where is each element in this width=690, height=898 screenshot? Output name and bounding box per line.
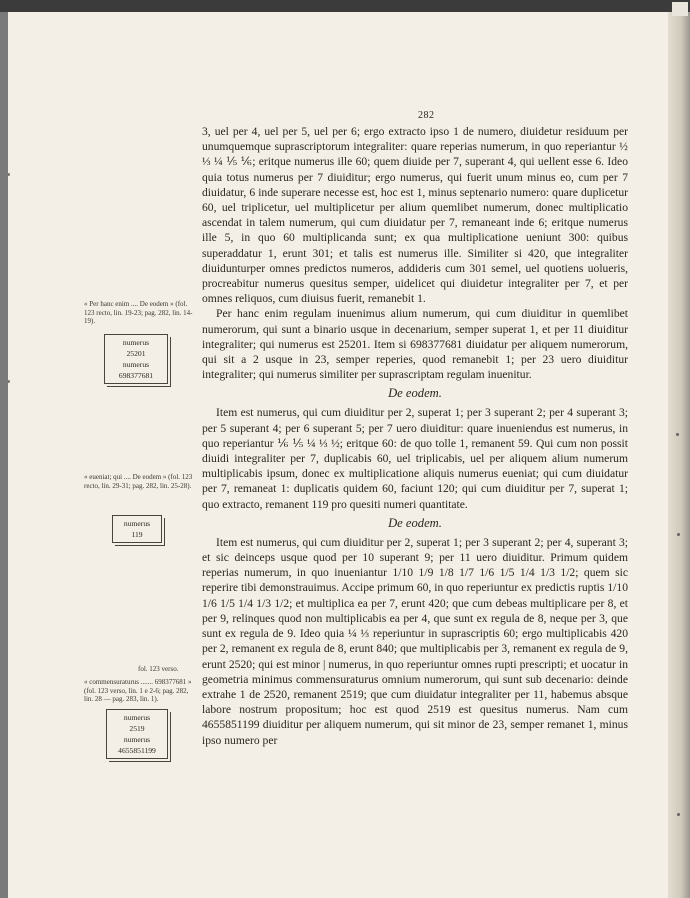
margin-number-box (104, 334, 168, 384)
box-line: numerus (122, 360, 150, 369)
edge-mark (677, 533, 680, 536)
paragraph: 3, uel per 4, uel per 5, uel per 6; ergo extracto ipso 1 de numero, diuidetur residuum per unumquemque suprascriptorum integraliter: quare reperias numerum, in quo reperiantur ½ ⅓ ¼ ⅕ ⅙; eritque numerus ille 60; quem diuide per 7, superant 4, qui uellent esse 6. Ideo quia totus numerus per 7 diuiditur; ergo numerus, qui fuerit unum minus eo, cum per 7 diuidatur, 6 inde superare necesse est, hoc est 1, minus septenario numero: quare duplicetur 60, uel triplicetur, uel multiplicetur per alium quemlibet numerum, donec multiplicatio ascendat in talem numerum, qui cum diuidatur per 7, remaneant inde 6; eritque numerus ille 5, in quo 60 multiplicanda sunt; ex qua multiplicatione ueniunt 300: quibus superaddatur 1, erunt 301; et talis est numerus ille. Similiter si 420, que integraliter diuidunturper omnes predictos numeros, addideris cum 301 semel, uel quotiens uolueris, procreabitur numerus quesitus semper, uidelicet qui diuidetur integraliter per 7, et per omnes reliquos, cum diuisus fuerit, remanebit 1. (202, 125, 628, 306)
margin-note: fol. 123 verso. (138, 665, 179, 673)
box-line: 2519 (129, 724, 145, 733)
margin-number-box (112, 515, 162, 543)
paragraph: Per hanc enim regulam inuenimus alium numerum, qui cum diuiditur in quemlibet numerorum, qui sunt a binario usque in decenarium, semper superat 1, et per 11 diuiditur integraliter; qui numerus est 25201. Item si 698377681 diuidatur per aliquem numerorum, qui sit a 2 usque in 23, semper reperies, quod remanebit 1; per 23 uero diuiditur integraliter; qui numerus similiter per suprascriptam regulam inuenitur. (202, 307, 628, 382)
section-heading: De eodem. (388, 515, 442, 530)
page-corner (672, 2, 688, 16)
margin-note: « commensuraturus ....... 698377681 » (fol. 123 verso, lin. 1 e 2-6; pag. 282, lin. 28 — pag. 283, lin. 1). (84, 678, 192, 704)
box-line: numerus (123, 735, 151, 744)
paragraph: Item est numerus, qui cum diuiditur per 2, superat 1; per 3 superant 2; per 4 superant 3; per 5 superant 4; per 6 superant 5; per 7 uero diuiditur: quare inueniendus est numerus, in quo reperiantur ⅙ ⅕ ¼ ⅓ ½; eritque 60: de quo tolle 1, remanent 59. Qui cum non possit diuidi integraliter per 7, duplicabis 60, uel triplicabis, uel per aliquem alium numerum multiplicabis ipsum, donec ex multiplicatione aliquis numerus eueniat; qui cum diuidatur per 7, remaneat 1: duplicatis quidem 60, faciunt 120; qui cum diuiditur per 7, superat 1; quo extracto, remanent 119 pro quesiti numeri quantitate. (202, 406, 628, 511)
edge-mark (676, 433, 679, 436)
margin-note: « eueniat; qui .... De eodem » (fol. 123 recto, lin. 29-31; pag. 282, lin. 25-28). (84, 473, 193, 490)
edge-mark (677, 813, 680, 816)
box-line: 4655851199 (118, 746, 156, 755)
box-line: numerus (122, 338, 150, 347)
box-line: 119 (131, 530, 143, 539)
box-line: numerus (123, 519, 151, 528)
box-line: 698377681 (118, 371, 154, 380)
margin-note: « Per hanc enim .... De eodem » (fol. 123 recto, lin. 19-23; pag. 282, lin. 14-19). (84, 300, 193, 326)
paragraph: Item est numerus, qui cum diuiditur per 2, superat 1; per 3 superant 2; per 4, superant 3; et sic deinceps usque quod per 10 superant 9; per 11 uero diuiditur. Primum quidem reperias numerum, in quo inueniantur 1/10 1/9 1/8 1/7 1/6 1/5 1/4 1/3 1/2; quem sic reperire tibi demonstrauimus. Accipe primum 60, in quo reperiuntur ex predictis ruptis 1/10 1/6 1/5 1/4 1/3 1/2; et multiplica ea per 7, erunt 420; que cum debeas multiplicare per 8, et per 9, relinques quod non multiplicabis ea per 4, que sunt ex regula de 8, neque per 3, que sunt ex regula de 9. Ideo quia ¼ ⅓ reperiuntur in suprascriptis 60; ergo multiplicabis 420 per 2, remanent ex regula de 8, erunt 840; que multiplicabis per 3, remanent ex regula de 9, erunt 2520; qui est minor | numerus, in quo reperiuntur omnes rupti prescripti; et uocatur in geometria minimus commensuraturus omnium numerorum, qui sunt sub decenario: deinde extrahe 1 de 2520, remanent 2519; que cum diuidatur integraliter per 11, habemus absque labore nostrum propositum; hoc est quod 2519 est quesitus numerus. Nam cum 4655851199 diuiditur per aliquem numerum, qui sit minor de 23, semper remanet 1, minus ipso numero per (202, 535, 628, 747)
main-text-column (202, 124, 628, 748)
edge-mark (7, 380, 10, 383)
margin-number-box (106, 709, 168, 759)
box-line: numerus (123, 713, 151, 722)
page-number: 282 (418, 110, 435, 121)
section-heading: De eodem. (388, 386, 442, 401)
box-line: 25201 (126, 349, 146, 358)
edge-mark (7, 173, 10, 176)
page-edge (668, 12, 690, 898)
top-border (0, 0, 690, 12)
